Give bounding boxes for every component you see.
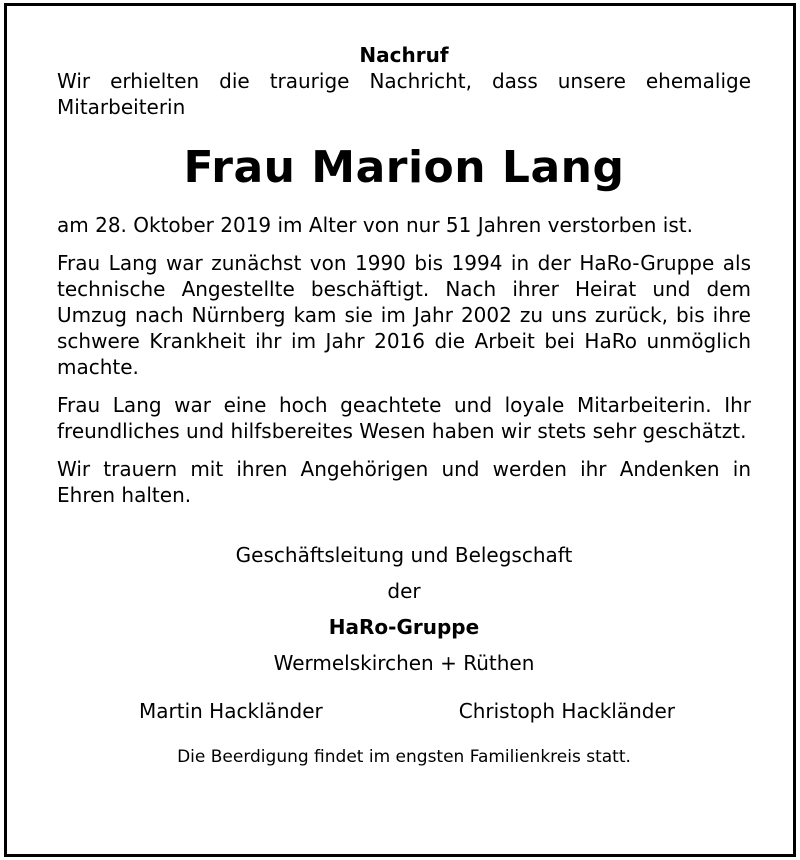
paragraph-mourning: Wir trauern mit ihren Angehörigen und werden ihr Andenken in Ehren halten. (57, 457, 751, 507)
signature-line-1: Geschäftsleitung und Belegschaft (235, 543, 573, 567)
signers-row (139, 698, 675, 724)
death-line: am 28. Oktober 2019 im Alter von nur 51 Jahren verstorben ist. (57, 213, 693, 237)
deceased-name: Frau Marion Lang (183, 142, 625, 193)
intro-line-2: Mitarbeiterin (57, 95, 186, 119)
paragraph-career: Frau Lang war zunächst von 1990 bis 1994 in der HaRo-Gruppe als technische Angestellte beschäftigt. Nach ihrer Heirat und dem Umzug nach Nürnberg kam sie im Jahr 2002 zu uns zurück, bis ihre schwere Krankheit ihr im Jahr 2016 die Arbeit bei HaRo unmöglich machte. (57, 251, 751, 379)
company-locations: Wermelskirchen + Rüthen (273, 651, 535, 675)
signer-right: Christoph Hackländer (458, 699, 675, 723)
obituary-heading: Nachruf (359, 43, 449, 67)
obituary-content (57, 42, 751, 768)
signature-block (57, 542, 751, 676)
funeral-note: Die Beerdigung findet im engsten Familienkreis statt. (177, 747, 631, 767)
signer-left: Martin Hackländer (139, 699, 323, 723)
signature-line-2: der (387, 579, 421, 603)
company-name: HaRo-Gruppe (328, 615, 480, 639)
paragraph-character: Frau Lang war eine hoch geachtete und loyale Mitarbeiterin. Ihr freundliches und hilfsbereites Wesen haben wir stets sehr geschätzt. (57, 393, 751, 443)
intro-line-1: Wir erhielten die traurige Nachricht, dass unsere ehemalige (57, 69, 751, 93)
obituary-frame (4, 3, 796, 857)
